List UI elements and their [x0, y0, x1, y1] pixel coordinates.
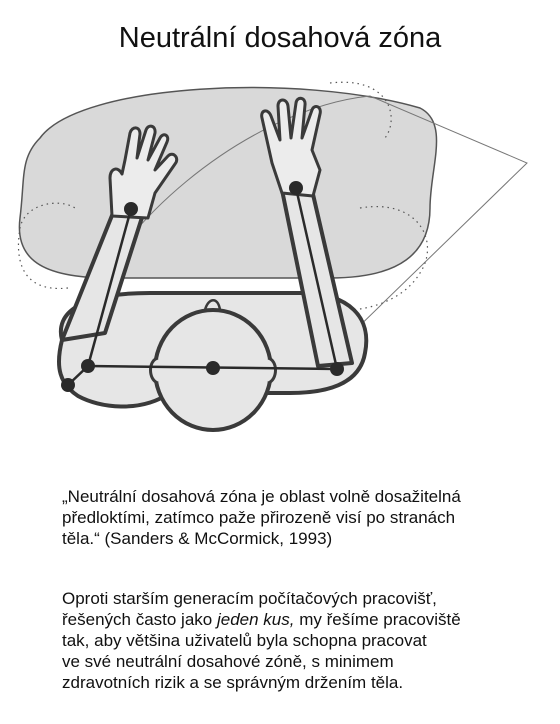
body-text-segment: řešených často jako [62, 610, 217, 629]
neutral-reach-zone [19, 88, 436, 278]
body-line: tak, aby většina uživatelů byla schopna pracovat [62, 631, 427, 650]
page-title: Neutrální dosahová zóna [118, 22, 442, 54]
body-line [62, 609, 532, 630]
body-text-segment: my řešíme pracoviště [294, 610, 461, 629]
quote-line: „Neutrální dosahová zóna je oblast volně dosažitelná [62, 487, 461, 506]
left-ear [151, 358, 159, 383]
joint-right-wrist [289, 181, 303, 195]
quote-line: těla.“ (Sanders & McCormick, 1993) [62, 529, 333, 548]
body-emphasis: jeden kus, [216, 610, 295, 629]
joint-left-wrist [124, 202, 138, 216]
joint-left-shoulder [81, 359, 95, 373]
joint-neck [206, 361, 220, 375]
joint-right-shoulder [330, 362, 344, 376]
quote-block [62, 486, 532, 549]
joint-left-elbow [61, 378, 75, 392]
body-line: zdravotních rizik a se správným držením těla. [62, 673, 404, 692]
right-ear [268, 358, 276, 383]
body-line: Oproti starším generacím počítačových pracovišť, [62, 589, 437, 608]
body-paragraph [62, 588, 532, 693]
quote-line: předloktími, zatímco paže přirozeně visí po stranách [62, 508, 456, 527]
body-line: ve své neutrální dosahové zóně, s minimem [62, 652, 394, 671]
reach-zone-diagram [0, 78, 560, 438]
